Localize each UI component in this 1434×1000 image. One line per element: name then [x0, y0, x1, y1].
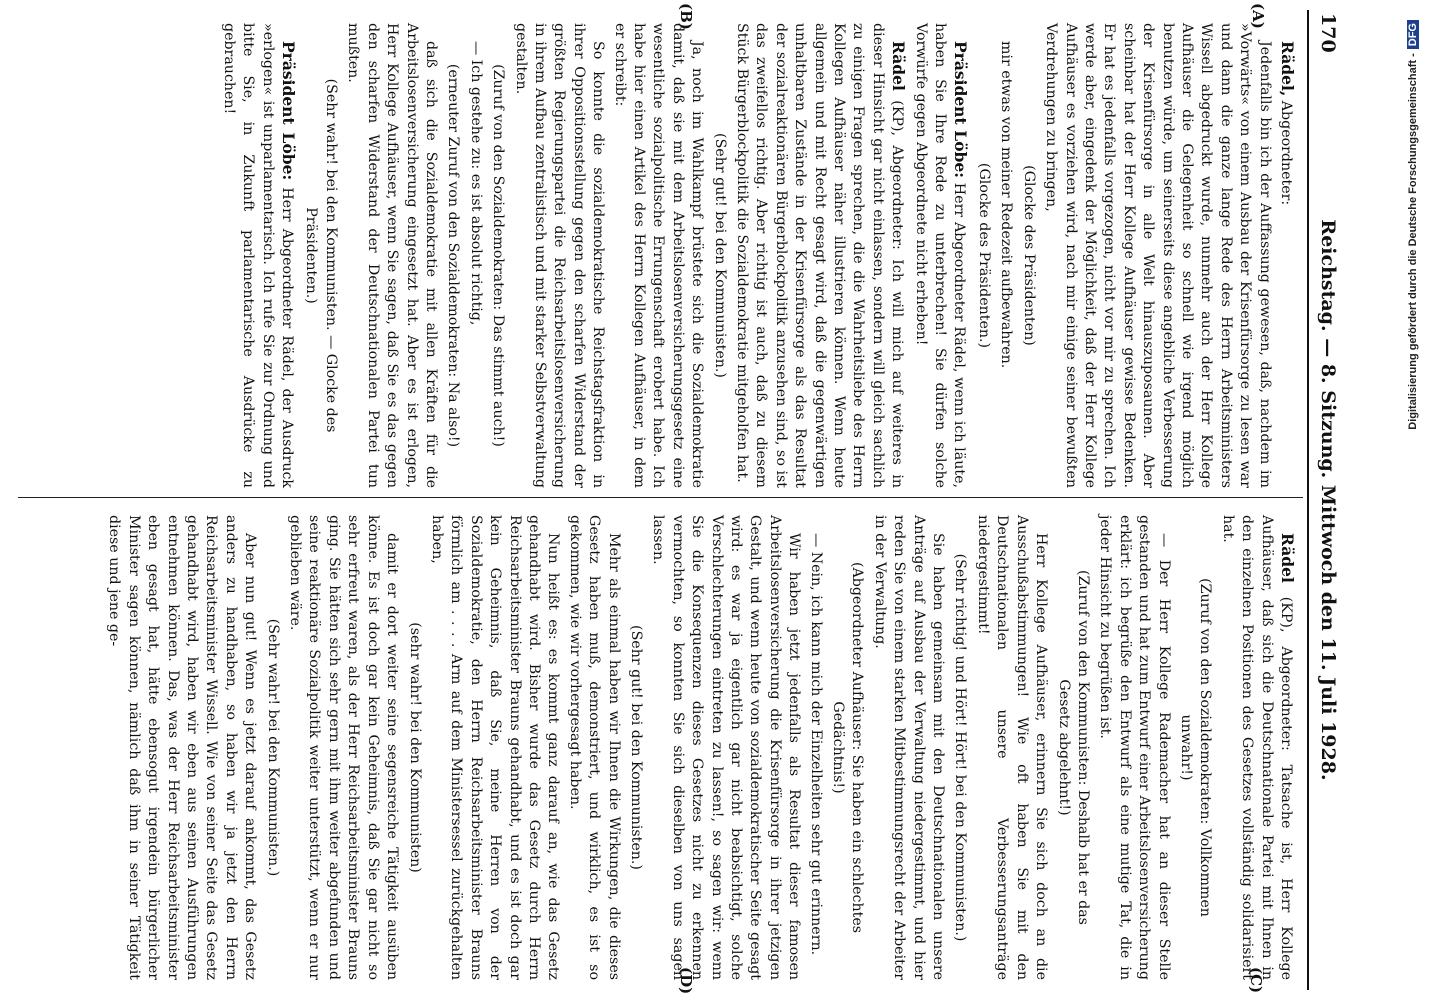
sidebar-credit	[1403, 20, 1431, 980]
speaker-role: Abgeordneter:	[1278, 100, 1294, 206]
paragraph-text: Herr Kollege Aufhäuser, erinnern Sie sich doch an die Ausschußabstimmungen! Wie oft haben Sie mit den Deutschnationalen unsere Verbesserungsanträge niedergestimmt!	[974, 515, 1050, 980]
paragraph-text: Mehr als einmal haben wir Ihnen die Wirkungen, die dieses Gesetz haben muß, demonstriert, und wirklich, es ist so gekommen, wie wir vorhergesagt haben.	[566, 515, 622, 980]
paragraph-text: Nun heißt es: es kommt ganz darauf an, wie das Gesetz gehandhabt wird. Bisher wurde das Gesetz durch Herrn Reichsarbeitsminister Brauns gehandhabt, und es ist doch gar kein Geheimnis, daß Sie, meine Herren von der Sozialdemokratie, den Herrn Reichsarbeitsminister Brauns förmlich am . . . . Arm auf dem Ministersessel zurückgehalten haben,	[428, 515, 562, 980]
paragraph-text: — Nein, ich kann mich der Einzelheiten sehr gut erinnern.	[807, 533, 824, 956]
paragraph	[285, 515, 401, 980]
page-number: 170	[1317, 13, 1339, 53]
interjection-text: (Sehr gut! bei den Kommunisten.)	[628, 625, 644, 870]
paragraph-text: Aber nun gut! Wenn es jetzt darauf ankommt, das Gesetz anders zu handhaben, so haben wir ja jetzt den Herrn Reichsarbeitsminister Wissell. Wie von seiner Seite das Gesetz gehandhabt wird, haben wir eben aus seinen Ausführungen entnehmen können. Das, was der Herr Reichsarbeitsminister eben gesagt hat, hätte ebensogut irgendein bürgerlicher Minister sagen können, nämlich daß ihm in seiner Tätigkeit diese und jene ge-	[106, 515, 259, 980]
interjection-text: (Abgeordneter Aufhäuser: Sie haben ein schlechtes Gedächtnis!)	[830, 561, 866, 933]
speech-text: Herr Abgeordneter Rädel, wenn ich läute, haben Sie Ihre Rede zu unterbrechen! Sie dürfen solche Vorwürfe gegen Abgeordnete nicht erheben!	[912, 23, 968, 488]
paragraph	[343, 23, 440, 488]
speaker-name: Rädel	[889, 41, 909, 91]
interjection	[709, 53, 728, 458]
speech-text: Tatsache ist, Herr Kollege Aufhäuser, daß sich die Deutschnationale Partei mit Ihnen in den einzelnen Positionen des Gesetzes vollständig solidarisiert hat.	[1219, 515, 1294, 981]
column-divider	[18, 497, 1303, 498]
interjection-text: (Glocke des Präsidenten.)	[975, 162, 992, 349]
interjection	[1018, 53, 1037, 458]
interjection-text: (sehr wahr! bei den Kommunisten)	[406, 622, 423, 873]
interjection	[488, 53, 507, 458]
paragraph-text: Wir haben jetzt jedenfalls als Resultat dieser famosen Arbeitslosenversicherung die Krisenfürsorge in ihrer jetzigen Gestalt, und wenn heute von sozialdemokratischer Seite gesagt wird: es war ja eigentlich gar nicht beabsichtigt, solche Verschlechterungen eintreten zu lassen!, so sagen wir: wenn Sie die Konsequenzen dieses Gesetzes nicht zu erkennen vermochten, so konnten Sie sich dieselben von uns sagen lassen.	[650, 515, 803, 980]
sidebar-credit-text	[1407, 20, 1429, 980]
paragraph	[996, 23, 1015, 488]
paragraph-text: daß sich die Sozialdemokratie mit allen Kräften für die Arbeitslosenversicherung eingesetzt hat. Aber es ist erlogen, Herr Kollege Aufhäuser, wenn Sie sagen, daß Sie es das gegen den scharfen Widerstand der Deutschnationalen Partei tun mußten.	[345, 23, 439, 488]
paragraph-text: Sie haben gemeinsam mit den Deutschnationalen unsere Anträge auf Ausbau der Verwaltung niedergestimmt, und hier reden Sie von einem starken Mitbestimmungsrecht der Arbeiter in der Verwaltung.	[871, 515, 947, 980]
speaker-paragraph	[218, 23, 298, 488]
paragraph-text: So konnte die sozialdemokratische Reichstagsfraktion in ihrer Oppositionsstellung gegen den scharfen Widerstand der größten Regierungspartei die Reichsarbeitslosenversicherung in ihrem Aufbau zentralistisch und mit starker Selbstverwaltung gestalten.	[512, 23, 607, 488]
interjection	[1053, 545, 1092, 950]
paragraph-text: damit er dort weiter seine segensreiche Tätigkeit ausüben könne. Es ist doch gar kein Geheimnis, daß Sie gar nicht so sehr erfreut waren, als der Herr Reichsarbeitsminister Brauns ging. Sie hätten sich sehr gern mit ihm weiter abgefunden und seine reaktionäre Sozialpolitik weiter unterstützt, wenn er nur geblieben wäre.	[287, 515, 401, 980]
dfg-logo: DFG	[1407, 20, 1419, 49]
margin-mark-a: (A)	[1249, 3, 1267, 29]
margin-mark-c: (C)	[1247, 967, 1265, 994]
paragraph	[869, 515, 947, 980]
margin-mark-d: (D)	[677, 967, 695, 995]
interjection-text: (Sehr wahr! bei den Kommunisten.)	[264, 618, 281, 877]
interjection	[262, 545, 281, 950]
paragraph	[1095, 515, 1173, 980]
speaker-role: (KP), Abgeordneter:	[1278, 596, 1294, 751]
speaker-name: Rädel,	[1278, 41, 1297, 97]
interjection-text: (Zuruf von den Sozialdemokraten: Vollkommen unwahr!)	[1177, 578, 1214, 917]
paragraph	[973, 515, 1051, 980]
speech-text: Ich will mich auf weiteres in dieser Hinsicht gar nicht einlassen, sondern will gleich sachlich zu einigen Fragen sprechen, die die Wahrheitsliebe des Herrn Kollegen Aufhäuser näher illustrieren können. Wenn heute allgemein und mit Recht gesagt wird, daß die gegenwärtigen unhaltbaren Zustände in der Krisenfürsorge als das Resultat der sozialreaktionären Bürgerblockpolitik anzusehen sind, so ist das zweifellos richtig. Aber richtig ist auch, daß zu diesem Stück Bürgerblockpolitik die Sozialdemokratie mitgeholfen hat.	[734, 23, 906, 488]
paragraph-text: — Der Herr Kollege Rademacher hat an dieser Stelle gestanden und hat zum Entwurf einer Arbeitslosenversicherung erklärt: ich begrüße den Entwurf als eine mutige Tat, die in jeder Hinsicht zu begrüßen ist.	[1097, 515, 1172, 980]
funding-note: Digitalisierung gefördert durch die Deutsche Forschungsgemeinschaft -	[1407, 53, 1419, 430]
header-rule	[1307, 10, 1309, 990]
paragraph	[564, 515, 622, 980]
interjection-text: (Sehr wahr! bei den Kommunisten. — Glocke des Präsidenten.)	[303, 78, 339, 433]
right-text-column	[102, 515, 1297, 980]
interjection-text: (Zuruf von den Sozialdemokraten: Das stimmt auch!)	[490, 64, 507, 447]
paragraph-text: Ja, noch im Wahlkampf brüstete sich die Sozialdemokratie damit, daß sie mit dem Arbeitslosenversicherungsgesetz eine wesentliche sozialpolitische Errungenschaft erobert habe. Ich habe hier einen Artikel des Herrn Kollegen Aufhäuser, in dem er schreibt:	[611, 23, 706, 488]
interjection-text: (Sehr gut! bei den Kommunisten.)	[711, 133, 728, 378]
paragraph	[427, 515, 563, 980]
page-title: Reichstag. — 8. Sitzung. Mittwoch den 11. Juli 1928.	[1317, 219, 1339, 781]
interjection	[974, 53, 993, 458]
margin-mark-b: (B)	[677, 3, 695, 30]
speaker-paragraph	[1217, 515, 1297, 980]
paragraph	[465, 23, 484, 488]
paragraph	[104, 515, 259, 980]
paragraph	[1041, 23, 1274, 488]
interjection-text: (erneuter Zuruf von den Sozialdemokraten: Na also!)	[445, 63, 462, 448]
speech-text: Herr Abgeordneter Rädel, der Ausdruck »erlogen« ist unparlamentarisch. Ich rufe Sie zur Ordnung und bitte Sie, in Zukunft parlamentarische Ausdrücke zu gebrauchen!	[220, 23, 296, 488]
paragraph	[805, 515, 824, 980]
interjection	[404, 545, 423, 950]
interjection	[443, 53, 462, 458]
paragraph	[609, 23, 706, 488]
interjection	[950, 545, 969, 950]
paragraph-text: — Ich gestehe zu: es ist absolut richtig,	[467, 41, 484, 326]
interjection	[1176, 545, 1215, 950]
paragraph	[648, 515, 803, 980]
page-header	[1307, 5, 1345, 995]
interjection-text: (Glocke des Präsidenten)	[1020, 165, 1037, 346]
interjection	[626, 545, 645, 950]
speaker-paragraph	[1276, 23, 1297, 488]
paragraph-text: Jedenfalls bin ich der Auffassung gewesen, daß, nachdem im »Vorwärts« von einem Ausbau der Krisenfürsorge zu lesen war und dann die ganze lange Rede des Herrn Arbeitsministers Wissell abgedruckt wurde, nunmehr auch der Herr Kollege Aufhäuser die Gelegenheit so schnell wie irgend möglich benutzen würde, um seinerseits diese angebliche Verbesserung der Krisenfürsorge in alle Welt hinauszuposaunen. Aber scheinbar hat der Herr Kollege Aufhäuser gewisse Bedenken. Er hat es jedenfalls vorgezogen, nicht vor mir zu sprechen. Ich werde aber, eingedenk der Möglichkeit, daß der Herr Kollege Aufhäuser es vorziehen wird, nach mir einige seiner bewußten Verdrehungen zu bringen,	[1043, 23, 1273, 488]
interjection	[828, 545, 867, 950]
speaker-paragraph	[732, 23, 909, 488]
paragraph-text: mir etwas von meiner Redezeit aufbewahren.	[998, 41, 1015, 369]
left-text-column	[216, 23, 1297, 488]
speaker-role: (KP), Abgeordneter:	[889, 100, 906, 250]
speaker-name: Präsident Löbe:	[951, 41, 971, 178]
rotated-page-content	[5, 5, 1345, 995]
interjection-text: (Sehr richtig! und Hört! Hört! bei den Kommunisten.)	[952, 553, 969, 942]
speaker-name: Rädel	[1278, 533, 1297, 583]
speaker-paragraph	[910, 23, 970, 488]
paragraph	[510, 23, 607, 488]
interjection-text: (Zuruf von den Kommunisten: Deshalb hat er das Gesetz abgelehnt!)	[1055, 570, 1091, 925]
interjection	[301, 53, 340, 458]
speaker-name: Präsident Löbe:	[279, 41, 299, 181]
